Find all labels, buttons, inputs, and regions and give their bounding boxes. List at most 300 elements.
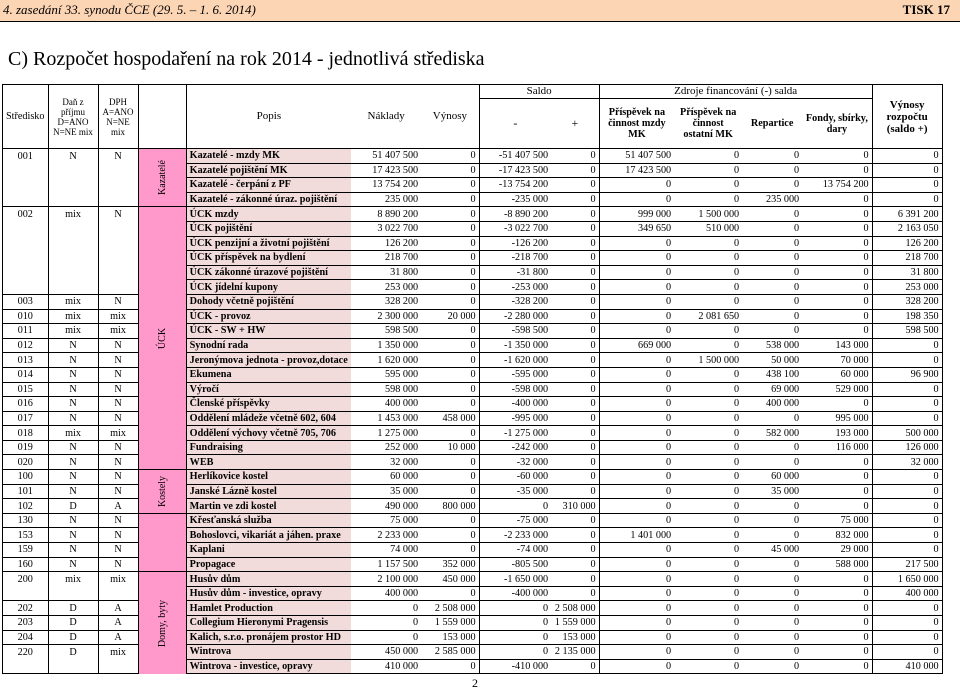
- popis-cell: Wintrova - investice, opravy: [186, 659, 351, 674]
- saldo-plus-cell: 0: [551, 367, 599, 382]
- vynosy-rozpoctu-cell: 126 200: [872, 236, 942, 251]
- vynosy-cell: 450 000: [421, 572, 479, 587]
- prispevek-ostatni-cell: 0: [674, 572, 742, 587]
- col-stredisko: Středisko: [3, 85, 49, 149]
- stredisko-cell: 130: [3, 513, 49, 528]
- dan-cell: N: [48, 411, 98, 426]
- prispevek-mzdy-cell: 17 423 500: [599, 163, 674, 178]
- naklady-cell: 400 000: [351, 586, 421, 601]
- col-saldo-minus: -: [513, 116, 518, 130]
- vynosy-cell: 0: [421, 280, 479, 295]
- budget-table: [2, 84, 943, 674]
- dan-cell: [48, 163, 98, 178]
- saldo-plus-cell: 0: [551, 411, 599, 426]
- saldo-minus-cell: -995 000: [479, 411, 551, 426]
- fondy-cell: 0: [802, 163, 872, 178]
- vynosy-cell: 0: [421, 528, 479, 543]
- popis-cell: Kazatelé pojištění MK: [186, 163, 351, 178]
- col-vynosy-rozpoctu: Výnosy rozpočtu (saldo +): [872, 85, 942, 149]
- naklady-cell: 17 423 500: [351, 163, 421, 178]
- vynosy-rozpoctu-cell: 0: [872, 543, 942, 558]
- dan-cell: [48, 236, 98, 251]
- dan-cell: [48, 265, 98, 280]
- prispevek-ostatni-cell: 0: [674, 630, 742, 645]
- saldo-minus-cell: 0: [479, 616, 551, 631]
- vynosy-cell: 0: [421, 178, 479, 193]
- popis-cell: Kazatelé - mzdy MK: [186, 149, 351, 164]
- popis-cell: Propagace: [186, 557, 351, 572]
- saldo-plus-cell: 0: [551, 294, 599, 309]
- popis-cell: Bohoslovci, vikariát a jáhen. praxe: [186, 528, 351, 543]
- repartice-cell: 582 000: [742, 426, 802, 441]
- dan-cell: [48, 280, 98, 295]
- vynosy-rozpoctu-cell: 1 650 000: [872, 572, 942, 587]
- prispevek-ostatni-cell: 0: [674, 645, 742, 660]
- saldo-plus-cell: 153 000: [551, 630, 599, 645]
- repartice-cell: 400 000: [742, 397, 802, 412]
- prispevek-mzdy-cell: 0: [599, 499, 674, 514]
- naklady-cell: 13 754 200: [351, 178, 421, 193]
- stredisko-cell: 011: [3, 324, 49, 339]
- fondy-cell: 0: [802, 659, 872, 674]
- vynosy-cell: 0: [421, 338, 479, 353]
- popis-cell: ÚCK příspěvek na bydlení: [186, 251, 351, 266]
- repartice-cell: 0: [742, 645, 802, 660]
- vynosy-cell: 0: [421, 163, 479, 178]
- vynosy-cell: 0: [421, 470, 479, 485]
- dph-cell: N: [98, 543, 138, 558]
- vynosy-cell: 0: [421, 324, 479, 339]
- prispevek-mzdy-cell: 0: [599, 367, 674, 382]
- dph-cell: N: [98, 455, 138, 470]
- prispevek-ostatni-cell: 0: [674, 601, 742, 616]
- saldo-plus-cell: 0: [551, 572, 599, 587]
- prispevek-mzdy-cell: 0: [599, 601, 674, 616]
- page-title: C) Rozpočet hospodaření na rok 2014 - jednotlivá střediska: [8, 48, 485, 70]
- fondy-cell: 0: [802, 499, 872, 514]
- naklady-cell: 1 620 000: [351, 353, 421, 368]
- group-label: [138, 149, 186, 207]
- saldo-plus-cell: 0: [551, 338, 599, 353]
- prispevek-ostatni-cell: 0: [674, 470, 742, 485]
- naklady-cell: 60 000: [351, 470, 421, 485]
- prispevek-mzdy-cell: 0: [599, 616, 674, 631]
- naklady-cell: 598 000: [351, 382, 421, 397]
- vynosy-rozpoctu-cell: 198 350: [872, 309, 942, 324]
- prispevek-ostatni-cell: 0: [674, 543, 742, 558]
- prispevek-ostatni-cell: 0: [674, 426, 742, 441]
- popis-cell: ÚCK pojištění: [186, 221, 351, 236]
- naklady-cell: 32 000: [351, 455, 421, 470]
- fondy-cell: 193 000: [802, 426, 872, 441]
- popis-cell: Synodní rada: [186, 338, 351, 353]
- prispevek-ostatni-cell: 0: [674, 163, 742, 178]
- popis-cell: Kalich, s.r.o. pronájem prostor HD: [186, 630, 351, 645]
- stredisko-cell: 159: [3, 543, 49, 558]
- fondy-cell: 0: [802, 221, 872, 236]
- vynosy-cell: 0: [421, 207, 479, 222]
- vynosy-rozpoctu-cell: 410 000: [872, 659, 942, 674]
- dan-cell: D: [48, 630, 98, 645]
- naklady-cell: 75 000: [351, 513, 421, 528]
- repartice-cell: 0: [742, 251, 802, 266]
- repartice-cell: 50 000: [742, 353, 802, 368]
- dan-cell: N: [48, 513, 98, 528]
- fondy-cell: 0: [802, 586, 872, 601]
- dph-cell: mix: [98, 324, 138, 339]
- saldo-minus-cell: -598 000: [479, 382, 551, 397]
- prispevek-ostatni-cell: 0: [674, 499, 742, 514]
- vynosy-cell: 0: [421, 251, 479, 266]
- saldo-minus-cell: -60 000: [479, 470, 551, 485]
- table-row: [3, 207, 943, 222]
- saldo-plus-cell: 0: [551, 543, 599, 558]
- saldo-plus-cell: 0: [551, 251, 599, 266]
- dph-cell: N: [98, 382, 138, 397]
- stredisko-cell: 101: [3, 484, 49, 499]
- popis-cell: ÚCK - provoz: [186, 309, 351, 324]
- dan-cell: N: [48, 557, 98, 572]
- popis-cell: Kazatelé - čerpání z PF: [186, 178, 351, 193]
- saldo-minus-cell: 0: [479, 601, 551, 616]
- saldo-minus-cell: -218 700: [479, 251, 551, 266]
- prispevek-mzdy-cell: 0: [599, 324, 674, 339]
- popis-cell: ÚCK jídelní kupony: [186, 280, 351, 295]
- prispevek-ostatni-cell: 0: [674, 149, 742, 164]
- naklady-cell: 1 350 000: [351, 338, 421, 353]
- naklady-cell: 1 275 000: [351, 426, 421, 441]
- saldo-minus-cell: -235 000: [479, 192, 551, 207]
- prispevek-ostatni-cell: 0: [674, 338, 742, 353]
- saldo-minus-cell: -13 754 200: [479, 178, 551, 193]
- vynosy-rozpoctu-cell: 31 800: [872, 265, 942, 280]
- saldo-plus-cell: 0: [551, 221, 599, 236]
- saldo-minus-cell: -1 620 000: [479, 353, 551, 368]
- dan-cell: N: [48, 528, 98, 543]
- prispevek-mzdy-cell: 0: [599, 470, 674, 485]
- prispevek-mzdy-cell: 669 000: [599, 338, 674, 353]
- popis-cell: Collegium Hieronymi Pragensis: [186, 616, 351, 631]
- popis-cell: ÚCK mzdy: [186, 207, 351, 222]
- prispevek-ostatni-cell: 0: [674, 265, 742, 280]
- saldo-minus-cell: -8 890 200: [479, 207, 551, 222]
- vynosy-cell: 0: [421, 397, 479, 412]
- naklady-cell: 2 233 000: [351, 528, 421, 543]
- table-row: [3, 572, 943, 587]
- dph-cell: [98, 265, 138, 280]
- dan-cell: [48, 586, 98, 601]
- fondy-cell: 0: [802, 309, 872, 324]
- col-prispevek-ostatni: Příspěvek na činnost ostatní MK: [679, 107, 737, 140]
- saldo-minus-cell: -400 000: [479, 397, 551, 412]
- repartice-cell: 0: [742, 280, 802, 295]
- prispevek-ostatni-cell: 0: [674, 251, 742, 266]
- saldo-plus-cell: 1 559 000: [551, 616, 599, 631]
- fondy-cell: 0: [802, 616, 872, 631]
- saldo-minus-cell: -805 500: [479, 557, 551, 572]
- saldo-plus-cell: 0: [551, 513, 599, 528]
- fondy-cell: 0: [802, 149, 872, 164]
- repartice-cell: 0: [742, 630, 802, 645]
- col-prispevek-mzdy: Příspěvek na činnost mzdy MK: [608, 107, 666, 140]
- dan-cell: N: [48, 455, 98, 470]
- prispevek-mzdy-cell: 51 407 500: [599, 149, 674, 164]
- repartice-cell: 0: [742, 586, 802, 601]
- saldo-minus-cell: -410 000: [479, 659, 551, 674]
- repartice-cell: 0: [742, 236, 802, 251]
- vynosy-rozpoctu-cell: 0: [872, 645, 942, 660]
- repartice-cell: 0: [742, 163, 802, 178]
- vynosy-cell: 458 000: [421, 411, 479, 426]
- vynosy-rozpoctu-cell: 6 391 200: [872, 207, 942, 222]
- repartice-cell: 0: [742, 601, 802, 616]
- saldo-plus-cell: 0: [551, 659, 599, 674]
- vynosy-cell: 352 000: [421, 557, 479, 572]
- col-fondy: Fondy, sbírky, dary: [802, 99, 872, 149]
- dan-cell: mix: [48, 324, 98, 339]
- vynosy-rozpoctu-cell: 0: [872, 513, 942, 528]
- dph-cell: N: [98, 294, 138, 309]
- vynosy-cell: 0: [421, 221, 479, 236]
- dan-cell: mix: [48, 572, 98, 587]
- vynosy-rozpoctu-cell: 0: [872, 163, 942, 178]
- vynosy-rozpoctu-cell: 218 700: [872, 251, 942, 266]
- naklady-cell: 400 000: [351, 397, 421, 412]
- col-group: [138, 85, 186, 149]
- vynosy-rozpoctu-cell: 0: [872, 192, 942, 207]
- stredisko-cell: [3, 251, 49, 266]
- saldo-minus-cell: -32 000: [479, 455, 551, 470]
- vynosy-rozpoctu-cell: 0: [872, 353, 942, 368]
- saldo-minus-cell: -17 423 500: [479, 163, 551, 178]
- repartice-cell: 0: [742, 528, 802, 543]
- popis-cell: Oddělení výchovy včetně 705, 706: [186, 426, 351, 441]
- popis-cell: ÚCK - SW + HW: [186, 324, 351, 339]
- print-label: TISK 17: [902, 2, 950, 17]
- repartice-cell: 0: [742, 221, 802, 236]
- naklady-cell: 0: [351, 616, 421, 631]
- stredisko-cell: 012: [3, 338, 49, 353]
- dan-cell: D: [48, 645, 98, 660]
- repartice-cell: 69 000: [742, 382, 802, 397]
- repartice-cell: 0: [742, 294, 802, 309]
- group-label-text: Kostely: [156, 475, 168, 508]
- dph-cell: N: [98, 411, 138, 426]
- prispevek-ostatni-cell: 1 500 000: [674, 353, 742, 368]
- saldo-minus-cell: -31 800: [479, 265, 551, 280]
- naklady-cell: 0: [351, 630, 421, 645]
- prispevek-ostatni-cell: 0: [674, 659, 742, 674]
- prispevek-ostatni-cell: 510 000: [674, 221, 742, 236]
- vynosy-cell: 153 000: [421, 630, 479, 645]
- repartice-cell: 35 000: [742, 484, 802, 499]
- table-row: [3, 470, 943, 485]
- page-number: 2: [472, 676, 478, 690]
- repartice-cell: 0: [742, 557, 802, 572]
- dan-cell: D: [48, 601, 98, 616]
- dan-cell: N: [48, 149, 98, 164]
- saldo-minus-cell: 0: [479, 630, 551, 645]
- fondy-cell: 0: [802, 645, 872, 660]
- prispevek-mzdy-cell: 0: [599, 353, 674, 368]
- stredisko-cell: 200: [3, 572, 49, 587]
- popis-cell: Křesťanská služba: [186, 513, 351, 528]
- saldo-plus-cell: 2 508 000: [551, 601, 599, 616]
- dan-cell: N: [48, 440, 98, 455]
- dan-cell: mix: [48, 207, 98, 222]
- saldo-plus-cell: 0: [551, 324, 599, 339]
- vynosy-cell: 0: [421, 294, 479, 309]
- meeting-label: 4. zasedání 33. synodu ČCE (29. 5. – 1. 6. 2014): [3, 2, 256, 17]
- naklady-cell: 126 200: [351, 236, 421, 251]
- repartice-cell: 0: [742, 616, 802, 631]
- naklady-cell: 410 000: [351, 659, 421, 674]
- repartice-cell: 0: [742, 309, 802, 324]
- prispevek-ostatni-cell: 0: [674, 192, 742, 207]
- popis-cell: WEB: [186, 455, 351, 470]
- repartice-cell: 0: [742, 440, 802, 455]
- vynosy-cell: 0: [421, 149, 479, 164]
- saldo-plus-cell: 0: [551, 557, 599, 572]
- saldo-minus-cell: -51 407 500: [479, 149, 551, 164]
- dph-cell: [98, 192, 138, 207]
- stredisko-cell: [3, 192, 49, 207]
- prispevek-ostatni-cell: 0: [674, 455, 742, 470]
- prispevek-mzdy-cell: 0: [599, 484, 674, 499]
- saldo-minus-cell: 0: [479, 645, 551, 660]
- prispevek-ostatni-cell: 0: [674, 280, 742, 295]
- dph-cell: mix: [98, 645, 138, 660]
- dph-cell: N: [98, 470, 138, 485]
- col-naklady: Náklady: [351, 85, 421, 149]
- fondy-cell: 0: [802, 236, 872, 251]
- dan-cell: mix: [48, 426, 98, 441]
- dan-cell: [48, 659, 98, 674]
- prispevek-mzdy-cell: 0: [599, 294, 674, 309]
- group-label-text: Kazatelé: [156, 160, 168, 196]
- fondy-cell: 143 000: [802, 338, 872, 353]
- fondy-cell: 0: [802, 470, 872, 485]
- dph-cell: [98, 280, 138, 295]
- fondy-cell: 832 000: [802, 528, 872, 543]
- stredisko-cell: [3, 221, 49, 236]
- dan-cell: N: [48, 382, 98, 397]
- repartice-cell: 45 000: [742, 543, 802, 558]
- saldo-plus-cell: 0: [551, 280, 599, 295]
- saldo-minus-cell: -3 022 700: [479, 221, 551, 236]
- fondy-cell: 116 000: [802, 440, 872, 455]
- prispevek-ostatni-cell: 0: [674, 382, 742, 397]
- repartice-cell: 0: [742, 659, 802, 674]
- saldo-plus-cell: 310 000: [551, 499, 599, 514]
- vynosy-cell: 0: [421, 382, 479, 397]
- popis-cell: Janské Lázně kostel: [186, 484, 351, 499]
- saldo-minus-cell: -1 275 000: [479, 426, 551, 441]
- vynosy-rozpoctu-cell: 0: [872, 630, 942, 645]
- saldo-minus-cell: -595 000: [479, 367, 551, 382]
- fondy-cell: 0: [802, 280, 872, 295]
- prispevek-mzdy-cell: 0: [599, 630, 674, 645]
- popis-cell: Jeronýmova jednota - provoz,dotace: [186, 353, 351, 368]
- vynosy-rozpoctu-cell: 32 000: [872, 455, 942, 470]
- naklady-cell: 74 000: [351, 543, 421, 558]
- vynosy-cell: 0: [421, 484, 479, 499]
- repartice-cell: 438 100: [742, 367, 802, 382]
- prispevek-mzdy-cell: 0: [599, 309, 674, 324]
- fondy-cell: 0: [802, 455, 872, 470]
- saldo-plus-cell: 0: [551, 528, 599, 543]
- naklady-cell: 490 000: [351, 499, 421, 514]
- fondy-cell: 60 000: [802, 367, 872, 382]
- prispevek-ostatni-cell: 0: [674, 324, 742, 339]
- dan-cell: mix: [48, 294, 98, 309]
- dan-cell: N: [48, 397, 98, 412]
- prispevek-ostatni-cell: 0: [674, 178, 742, 193]
- dan-cell: N: [48, 484, 98, 499]
- vynosy-rozpoctu-cell: 598 500: [872, 324, 942, 339]
- popis-cell: Členské příspěvky: [186, 397, 351, 412]
- fondy-cell: 13 754 200: [802, 178, 872, 193]
- prispevek-mzdy-cell: 0: [599, 557, 674, 572]
- prispevek-ostatni-cell: 1 500 000: [674, 207, 742, 222]
- prispevek-ostatni-cell: 0: [674, 484, 742, 499]
- naklady-cell: 8 890 200: [351, 207, 421, 222]
- repartice-cell: 0: [742, 572, 802, 587]
- fondy-cell: 0: [802, 601, 872, 616]
- prispevek-mzdy-cell: 0: [599, 586, 674, 601]
- dan-cell: N: [48, 353, 98, 368]
- vynosy-rozpoctu-cell: 96 900: [872, 367, 942, 382]
- dph-cell: N: [98, 397, 138, 412]
- vynosy-rozpoctu-cell: 0: [872, 149, 942, 164]
- fondy-cell: 70 000: [802, 353, 872, 368]
- stredisko-cell: 100: [3, 470, 49, 485]
- stredisko-cell: 014: [3, 367, 49, 382]
- naklady-cell: 51 407 500: [351, 149, 421, 164]
- stredisko-cell: 160: [3, 557, 49, 572]
- saldo-plus-cell: 0: [551, 586, 599, 601]
- dan-cell: N: [48, 367, 98, 382]
- dph-cell: A: [98, 601, 138, 616]
- saldo-plus-cell: 0: [551, 192, 599, 207]
- prispevek-mzdy-cell: 0: [599, 645, 674, 660]
- saldo-plus-cell: 0: [551, 382, 599, 397]
- dph-cell: [98, 163, 138, 178]
- vynosy-rozpoctu-cell: 0: [872, 470, 942, 485]
- prispevek-mzdy-cell: 0: [599, 236, 674, 251]
- saldo-minus-cell: -74 000: [479, 543, 551, 558]
- dph-cell: N: [98, 353, 138, 368]
- vynosy-rozpoctu-cell: 126 000: [872, 440, 942, 455]
- prispevek-mzdy-cell: 0: [599, 543, 674, 558]
- stredisko-cell: 019: [3, 440, 49, 455]
- popis-cell: Ekumena: [186, 367, 351, 382]
- naklady-cell: 3 022 700: [351, 221, 421, 236]
- vynosy-cell: 0: [421, 192, 479, 207]
- dan-cell: [48, 192, 98, 207]
- repartice-cell: 60 000: [742, 470, 802, 485]
- vynosy-rozpoctu-cell: 0: [872, 178, 942, 193]
- saldo-plus-cell: 0: [551, 149, 599, 164]
- naklady-cell: 1 157 500: [351, 557, 421, 572]
- fondy-cell: 75 000: [802, 513, 872, 528]
- saldo-plus-cell: 0: [551, 426, 599, 441]
- dan-cell: [48, 251, 98, 266]
- stredisko-cell: [3, 163, 49, 178]
- prispevek-mzdy-cell: 0: [599, 178, 674, 193]
- popis-cell: Husův dům: [186, 572, 351, 587]
- saldo-minus-cell: -400 000: [479, 586, 551, 601]
